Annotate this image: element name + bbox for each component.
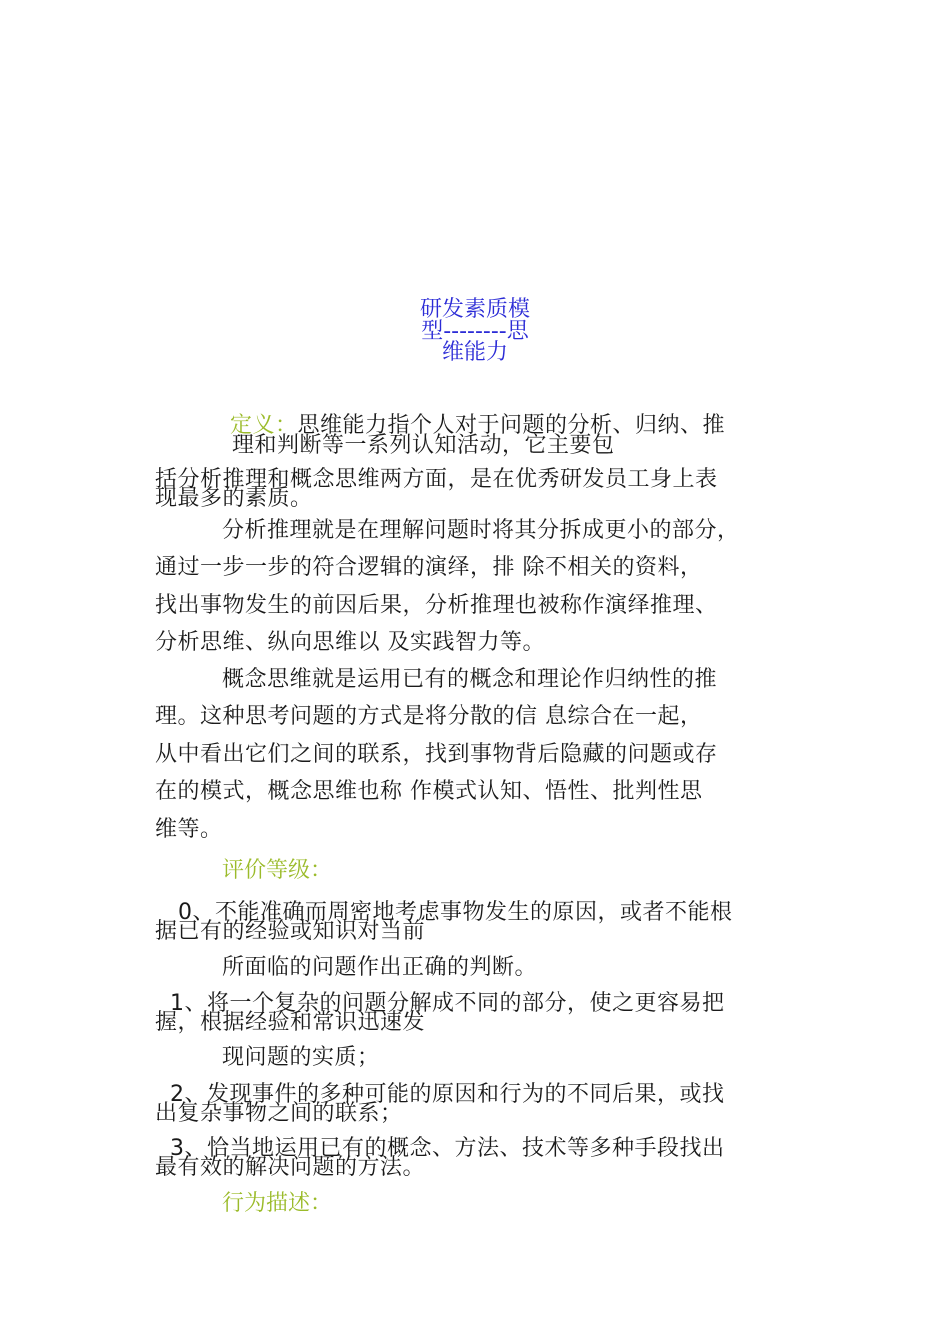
title-line-3: 维能力 <box>441 340 508 365</box>
rating-level-1-line-3: 现问题的实质； <box>222 1045 380 1070</box>
concept-line-3: 从中看出它们之间的联系，找到事物背后隐藏的问题或存 <box>155 742 718 767</box>
analysis-line-4: 分析思维、纵向思维以 及实践智力等。 <box>155 630 545 655</box>
definition-line-3: 括分析推理和概念思维两方面，是在优秀研发员工身上表 <box>155 467 718 492</box>
rating-level-3-line-1: 3、恰当地运用已有的概念、方法、技术等多种手段找出 <box>170 1136 725 1161</box>
title-line-1: 研发素质模 <box>419 297 530 322</box>
analysis-line-3: 找出事物发生的前因后果，分析推理也被称作演绎推理、 <box>155 593 718 618</box>
rating-level-2-line-2: 出复杂事物之间的联系； <box>155 1101 403 1126</box>
rating-level-1-line-2: 握，根据经验和常识迅速发 <box>155 1010 426 1035</box>
concept-line-5: 维等。 <box>155 817 223 842</box>
concept-line-1: 概念思维就是运用已有的概念和理论作归纳性的推 <box>222 667 718 692</box>
rating-level-0-line-2: 据已有的经验或知识对当前 <box>155 919 426 944</box>
rating-level-0-line-3: 所面临的问题作出正确的判断。 <box>222 955 538 980</box>
concept-line-4: 在的模式，概念思维也称 作模式认知、悟性、批判性思 <box>155 779 703 804</box>
definition-line-2: 理和判断等一系列认知活动，它主要包 <box>232 433 615 458</box>
behavior-heading: 行为描述： <box>222 1191 333 1216</box>
title-line-2: 型--------思 <box>421 319 529 344</box>
rating-level-0-line-1: 0、不能准确而周密地考虑事物发生的原因，或者不能根 <box>178 900 733 925</box>
definition-text-1: 思维能力指个人对于问题的分析、归纳、推 <box>297 413 726 438</box>
definition-line-4: 现最多的素质。 <box>155 486 313 511</box>
rating-level-2-line-1: 2、发现事件的多种可能的原因和行为的不同后果，或找 <box>170 1082 725 1107</box>
analysis-line-1: 分析推理就是在理解问题时将其分拆成更小的部分， <box>222 518 740 543</box>
rating-level-1-line-1: 1、将一个复杂的问题分解成不同的部分，使之更容易把 <box>170 991 725 1016</box>
rating-heading: 评价等级： <box>222 858 333 883</box>
analysis-line-2: 通过一步一步的符合逻辑的演绎，排 除不相关的资料， <box>155 555 703 580</box>
definition-label: 定义： <box>230 413 298 438</box>
rating-level-3-line-2: 最有效的解决问题的方法。 <box>155 1155 426 1180</box>
concept-line-2: 理。这种思考问题的方式是将分散的信 息综合在一起， <box>155 704 703 729</box>
